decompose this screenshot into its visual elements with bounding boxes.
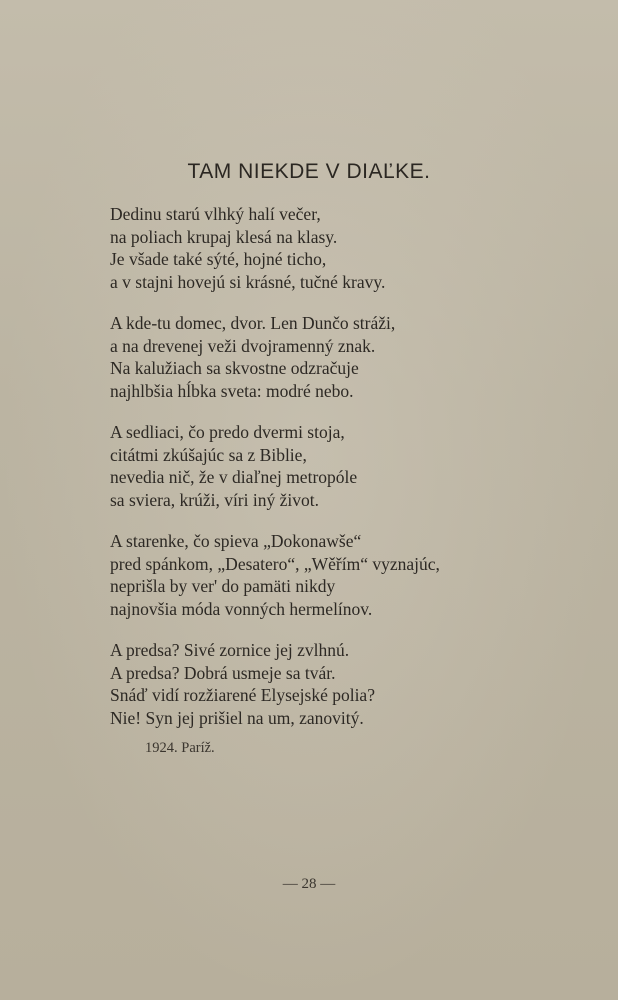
- poem-body: [110, 203, 530, 748]
- page-number: — 28 —: [282, 876, 336, 892]
- place-date: 1924. Paríž.: [145, 740, 215, 756]
- poem-line: citátmi zkúšajúc sa z Biblie,: [110, 444, 307, 465]
- poem-line: najnovšia móda vonných hermelínov.: [110, 598, 373, 619]
- stanza-4: [110, 530, 530, 620]
- poem-line: najhlbšia hĺbka sveta: modré nebo.: [110, 380, 354, 401]
- poem-line: A predsa? Dobrá usmeje sa tvár.: [110, 662, 336, 683]
- poem-line: Je všade také sýté, hojné ticho,: [110, 249, 327, 269]
- poem-line: A sedliaci, čo predo dvermi stoja,: [110, 422, 345, 442]
- poem-line: sa sviera, krúži, víri iný život.: [110, 489, 319, 510]
- poem-line: Snáď vidí rozžiarené Elysejské polia?: [110, 685, 375, 705]
- poem-line: Dedinu starú vlhký halí večer,: [110, 204, 321, 224]
- poem-title: TAM NIEKDE V DIAĽKE.: [187, 160, 431, 183]
- stanza-2: [110, 312, 530, 402]
- poem-line: a na drevenej veži dvojramenný znak.: [110, 335, 376, 356]
- poem-line: neprišla by ver' do pamäti nikdy: [110, 576, 336, 596]
- poem-line: Nie! Syn jej prišiel na um, zanovitý.: [110, 707, 364, 728]
- stanza-3: [110, 421, 530, 511]
- stanza-5: [110, 639, 530, 729]
- stanza-1: [110, 203, 530, 293]
- poem-line: A kde-tu domec, dvor. Len Dunčo stráži,: [110, 313, 396, 333]
- poem-line: na poliach krupaj klesá na klasy.: [110, 226, 338, 247]
- poem-line: Na kalužiach sa skvostne odzračuje: [110, 358, 359, 378]
- poem-line: pred spánkom, „Desatero“, „Wěřím“ vyznajúc,: [110, 553, 440, 574]
- poem-line: A starenke, čo spieva „Dokonawše“: [110, 531, 362, 551]
- poem-line: nevedia nič, že v diaľnej metropóle: [110, 467, 358, 487]
- poem-line: a v stajni hovejú si krásné, tučné kravy.: [110, 271, 386, 292]
- poem-line: A predsa? Sivé zornice jej zvlhnú.: [110, 640, 350, 660]
